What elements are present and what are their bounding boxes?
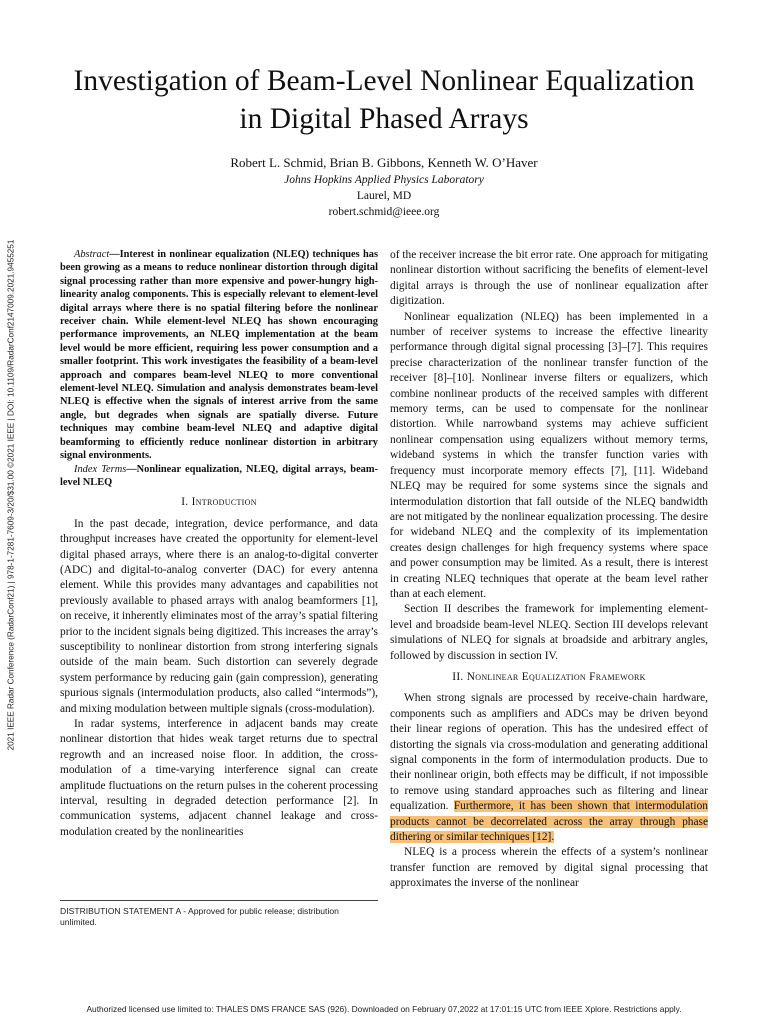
intro-paragraph-2: In radar systems, interference in adjacent bands may create nonlinear distortion that hides weak target returns due to spectral regrowth and an increased noise floor. In addition, the cross-modulation of a time-varying interference signal can create amplitude fluctuations on the return pulses in the coherent processing interval, resulting in degraded detection performance [2]. In communication systems, adjacent channel leakage and cross-modulation created by the nonlinearities xyxy=(60,718,378,838)
section-heading-introduction: I. Introduction xyxy=(181,496,257,509)
index-terms xyxy=(60,463,378,490)
affiliation: Johns Hopkins Applied Physics Laboratory xyxy=(284,174,484,186)
intro-paragraph-4: Nonlinear equalization (NLEQ) has been implemented in a number of receiver systems to increase the effective linearity performance through digital signal processing [3]–[7]. This requires precise characterization of the nonlinear transfer function of the receiver [8]–[10]. Nonlinear inverse filters or equalizers, which combine nonlinear products of the received samples with different memory terms, can be used to compensate for the nonlinear distortion. While narrowband systems may achieve sufficient nonlinear compensation using equalizers without memory terms, wideband systems in which the transfer function varies with frequency must incorporate memory effects [7], [11]. Wideband NLEQ may be required for some systems since the signals and intermodulation distortion that fall outside of the NLEQ bandwidth are not mitigated by the nonlinear equalization processing. The desire for wideband NLEQ and the complexity of its implementation creates design challenges for high frequency systems where space and power consumption may be limited. As a result, there is interest in creating NLEQ techniques that operate at the beam level rather than at each element. xyxy=(390,310,708,600)
section-heading-framework: II. Nonlinear Equalization Framework xyxy=(452,670,646,683)
abstract-label: Abstract xyxy=(74,249,110,260)
framework-paragraph-2: NLEQ is a process wherein the effects of a system’s nonlinear transfer function are removed by digital signal processing that approximates the inverse of the nonlinear xyxy=(390,846,708,890)
doi-sidebar xyxy=(0,215,22,775)
intro-paragraph-5: Section II describes the framework for implementing element-level and broadside beam-level NLEQ. Section III develops relevant simulations of NLEQ for signals at broadside and arbitrary angles, followed by discussion in section IV. xyxy=(390,603,708,662)
abstract-text: —Interest in nonlinear equalization (NLEQ) techniques has been growing as a means to reduce nonlinear distortion through digital signal processing rather than more expensive and power-hungry high-linearity analog components. This is especially relevant to element-level digital arrays where there is no spatial filtering before the nonlinear receiver chain. While element-level NLEQ has shown encouraging performance improvements, an NLEQ implementation at the beam level would be more efficient, requiring less power consumption and a smaller footprint. This work investigates the feasibility of a beam-level approach and compares beam-level NLEQ to more conventional element-level NLEQ. Simulation and analysis demonstrates beam-level NLEQ is effective when the signals of interest arrive from the same angle, but degrades when signals are spatially diverse. Future techniques may combine beam-level NLEQ and adaptive digital beamforming to efficiently reduce nonlinear distortion in arbitrary signal environments. xyxy=(60,249,378,462)
highlighted-sentence[interactable]: Furthermore, it has been shown that intermodulation products cannot be decorrelated across the array through phase dithering or similar techniques [12]. xyxy=(390,800,708,844)
title-line-2: in Digital Phased Arrays xyxy=(239,103,529,135)
index-terms-text: —Nonlinear equalization, NLEQ, digital arrays, beam-level NLEQ xyxy=(60,463,378,488)
doi-sidebar-text: 2021 IEEE Radar Conference (RadarConf21) | 978-1-7281-7609-3/20/$31.00 ©2021 IEEE | DOI: 10.1109/RadarConf2147009.2021.9455251 xyxy=(6,239,16,751)
author-email[interactable]: robert.schmid@ieee.org xyxy=(328,206,440,218)
license-footer: Authorized licensed use limited to: THALES DMS FRANCE SAS (926). Downloaded on February 07,2022 at 17:01:15 UTC from IEEE Xplore. Restrictions apply. xyxy=(86,1004,682,1014)
distribution-statement: DISTRIBUTION STATEMENT A - Approved for public release; distribution unlimited. xyxy=(60,906,339,927)
framework-paragraph-1-text: When strong signals are processed by receive-chain hardware, components such as amplifiers and ADCs may be driven beyond their linear regions of operation. This has the undesired effect of distorting the signals via cross-modulation and generating additional signal components in the form of intermodulation products. Due to their nonlinear origin, both effects may be difficult, if not impossible to remove using standard approaches such as filtering and linear equalization. xyxy=(390,692,708,813)
intro-paragraph-1: In the past decade, integration, device performance, and data throughput increases have created the opportunity for element-level digital phased arrays, where there is an analog-to-digital converter (ADC) and digital-to-analog converter (DAC) for every antenna element. While this provides many advantages and capabilities not previously available to phased arrays with analog beamformers [1], on receive, it inherently eliminates most of the array’s spatial filtering prior to the incident signals being digitized. This increases the array’s susceptibility to nonlinear distortion from strong interfering signals outside of the main beam. Such distortion can severely degrade system performance by reducing gain (gain compression), generating spurious signals (intermodulation products, also called “intermods”), and mixing modulation between multiple signals (cross-modulation). xyxy=(60,517,378,715)
location: Laurel, MD xyxy=(356,190,412,202)
title-line-1: Investigation of Beam-Level Nonlinear Equalization xyxy=(73,65,695,97)
footnote-divider xyxy=(60,900,378,901)
author-names: Robert L. Schmid, Brian B. Gibbons, Kenneth W. O’Haver xyxy=(230,155,538,170)
framework-paragraph-1 xyxy=(390,691,708,845)
abstract xyxy=(60,248,378,463)
right-column xyxy=(390,248,708,892)
intro-paragraph-3: of the receiver increase the bit error rate. One approach for mitigating nonlinear distortion without sacrificing the benefits of element-level digital arrays is through the use of nonlinear equalization after digitization. xyxy=(390,249,708,308)
author-block xyxy=(40,154,728,220)
left-column xyxy=(60,248,378,840)
index-terms-label: Index Terms xyxy=(74,463,127,475)
paper-title xyxy=(40,62,728,138)
